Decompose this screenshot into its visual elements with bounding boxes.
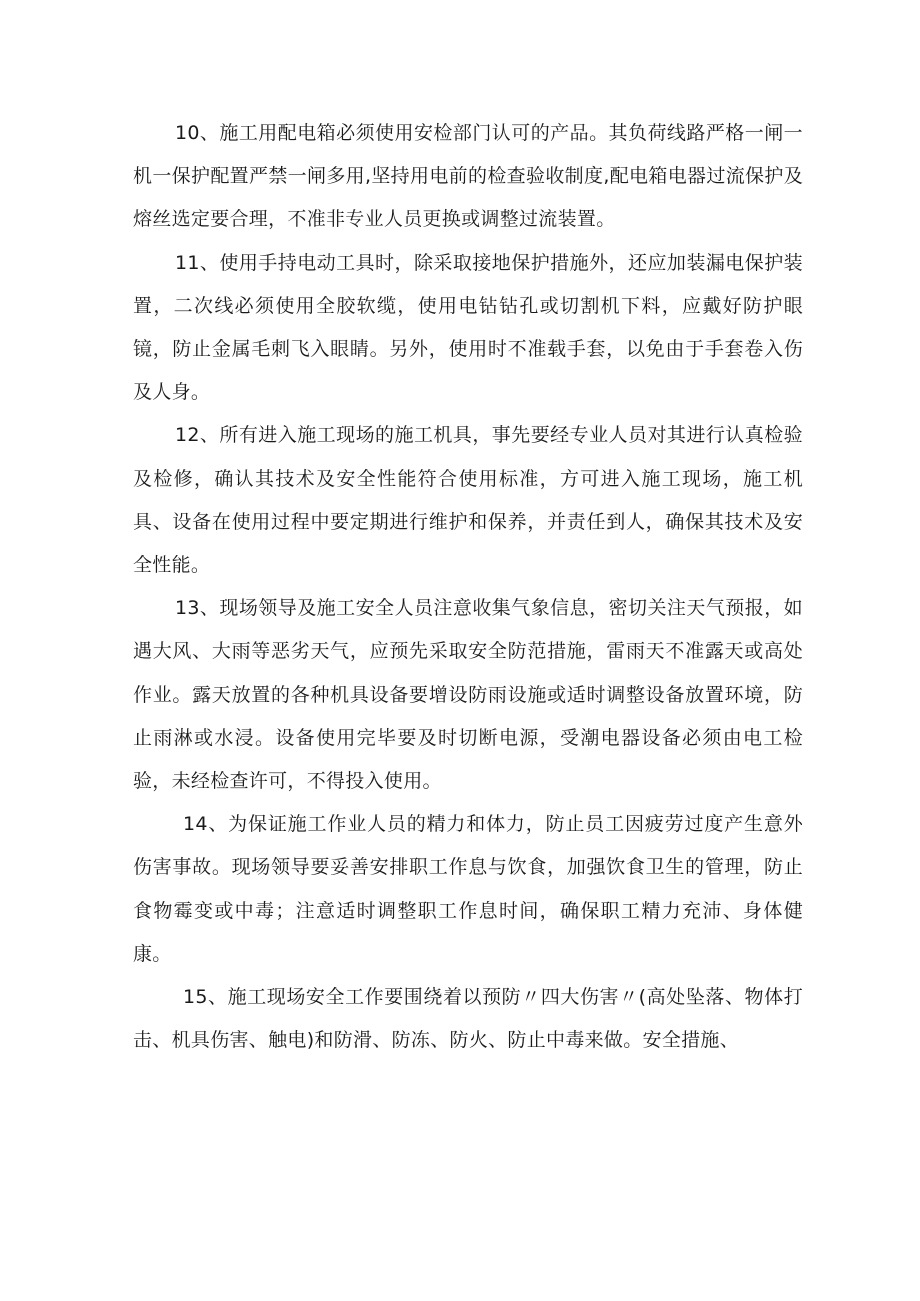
- paragraph-11: 11、使用手持电动工具时，除采取接地保护措施外，还应加装漏电保护装置，二次线必须使用全胶软缆，使用电钻钻孔或切割机下料，应戴好防护眼镜，防止金属毛刺飞入眼睛。另外，使用时不准载手套，以免由于手套卷入伤及人身。: [133, 251, 803, 404]
- paragraph-12: 12、所有进入施工现场的施工机具，事先要经专业人员对其进行认真检验及检修，确认其技术及安全性能符合使用标准，方可进入施工现场，施工机具、设备在使用过程中要定期进行维护和保养，并责任到人，确保其技术及安全性能。: [133, 424, 803, 577]
- paragraph-14: 14、为保证施工作业人员的精力和体力，防止员工因疲劳过度产生意外伤害事故。现场领导要妥善安排职工作息与饮食，加强饮食卫生的管理，防止食物霉变或中毒；注意适时调整职工作息时间，确保职工精力充沛、身体健康。: [133, 813, 803, 965]
- paragraph-10: 10、施工用配电箱必须使用安检部门认可的产品。其负荷线路严格一闸一机一保护配置严禁一闸多用,坚持用电前的检查验收制度,配电箱电器过流保护及熔丝选定要合理，不准非专业人员更换或调整过流装置。: [133, 122, 803, 231]
- paragraph-13: 13、现场领导及施工安全人员注意收集气象信息，密切关注天气预报，如遇大风、大雨等恶劣天气，应预先采取安全防范措施，雷雨天不准露天或高处作业。露天放置的各种机具设备要增设防雨设施或适时调整设备放置环境，防止雨淋或水浸。设备使用完毕要及时切断电源，受潮电器设备必须由电工检验，未经检查许可，不得投入使用。: [133, 597, 803, 793]
- paragraph-15: 15、施工现场安全工作要围绕着以预防〃四大伤害〃(高处坠落、物体打击、机具伤害、触电)和防滑、防冻、防火、防止中毒来做。安全措施、: [133, 986, 803, 1052]
- document-body: [133, 112, 803, 1062]
